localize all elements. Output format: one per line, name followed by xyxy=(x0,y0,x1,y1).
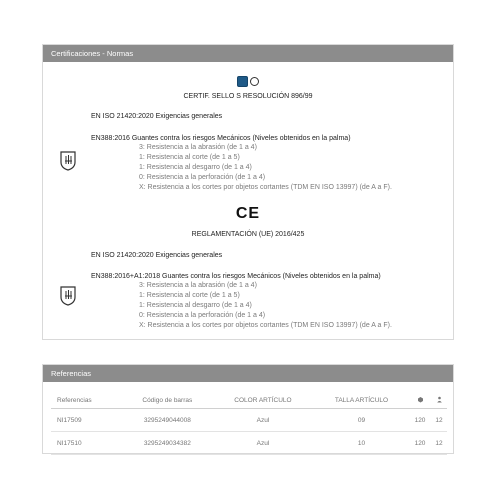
table-row[interactable] xyxy=(51,432,447,455)
sello-level-abrasion: 3: Resistencia a la abrasión (de 1 a 4) xyxy=(139,144,257,151)
box-icon xyxy=(417,396,424,403)
cell-color: Azul xyxy=(212,432,314,455)
ce-title: REGLAMENTACIÓN (UE) 2016/425 xyxy=(191,231,305,238)
ce-level-puncture: 0: Resistencia a la perforación (de 1 a 4) xyxy=(139,312,266,319)
cell-qty-unit: 12 xyxy=(431,432,447,455)
ce-level-tear: 1: Resistencia al desgarro (de 1 a 4) xyxy=(139,302,252,309)
seal-s-icon xyxy=(237,76,248,87)
person-icon xyxy=(436,396,443,403)
cell-barcode: 3295249034382 xyxy=(123,432,212,455)
table-header-row xyxy=(51,392,447,409)
certifications-panel xyxy=(42,44,454,340)
column-header-references[interactable]: Referencias xyxy=(51,392,123,409)
references-table xyxy=(51,392,447,455)
certifications-header: Certificaciones - Normas xyxy=(43,45,453,62)
references-panel xyxy=(42,364,454,454)
sello-level-tear: 1: Resistencia al desgarro (de 1 a 4) xyxy=(139,164,252,171)
column-header-size[interactable]: TALLA ARTÍCULO xyxy=(314,392,409,409)
ce-level-cut: 1: Resistencia al corte (de 1 a 5) xyxy=(139,292,240,299)
ce-norm: EN ISO 21420:2020 Exigencias generales xyxy=(91,252,223,259)
cell-color: Azul xyxy=(212,409,314,432)
sello-norm: EN ISO 21420:2020 Exigencias generales xyxy=(91,113,223,120)
ce-level-tdm: X: Resistencia a los cortes por objetos cortantes (TDM EN ISO 13997) (de A a F). xyxy=(139,322,392,329)
table-row[interactable] xyxy=(51,409,447,432)
sello-level-tdm: X: Resistencia a los cortes por objetos cortantes (TDM EN ISO 13997) (de A a F). xyxy=(139,184,392,191)
column-header-barcode[interactable]: Código de barras xyxy=(123,392,212,409)
cell-size: 09 xyxy=(314,409,409,432)
cell-barcode: 3295249044008 xyxy=(123,409,212,432)
mechanical-risk-glove-icon xyxy=(59,151,77,171)
sello-level-puncture: 0: Resistencia a la perforación (de 1 a 4) xyxy=(139,174,266,181)
ce-mark: CE xyxy=(235,205,261,222)
mechanical-risk-glove-icon xyxy=(59,286,77,306)
cell-size: 10 xyxy=(314,432,409,455)
sello-en388-title: EN388:2016 Guantes contra los riesgos Mecánicos (Niveles obtenidos en la palma) xyxy=(91,135,351,142)
cell-reference: NI17509 xyxy=(51,409,123,432)
references-header: Referencias xyxy=(43,365,453,382)
cell-reference: NI17510 xyxy=(51,432,123,455)
sello-title: CERTIF. SELLO S RESOLUCIÓN 896/99 xyxy=(183,93,313,100)
column-header-box[interactable] xyxy=(409,392,431,409)
column-header-color[interactable]: COLOR ARTÍCULO xyxy=(212,392,314,409)
certification-logos xyxy=(43,73,453,91)
cell-qty-unit: 12 xyxy=(431,409,447,432)
ce-level-abrasion: 3: Resistencia a la abrasión (de 1 a 4) xyxy=(139,282,257,289)
cell-qty-box: 120 xyxy=(409,409,431,432)
column-header-unit[interactable] xyxy=(431,392,447,409)
sello-level-cut: 1: Resistencia al corte (de 1 a 5) xyxy=(139,154,240,161)
cell-qty-box: 120 xyxy=(409,432,431,455)
certification-seal-icon xyxy=(250,77,259,86)
ce-en388-title: EN388:2016+A1:2018 Guantes contra los riesgos Mecánicos (Niveles obtenidos en la palma) xyxy=(91,273,381,280)
